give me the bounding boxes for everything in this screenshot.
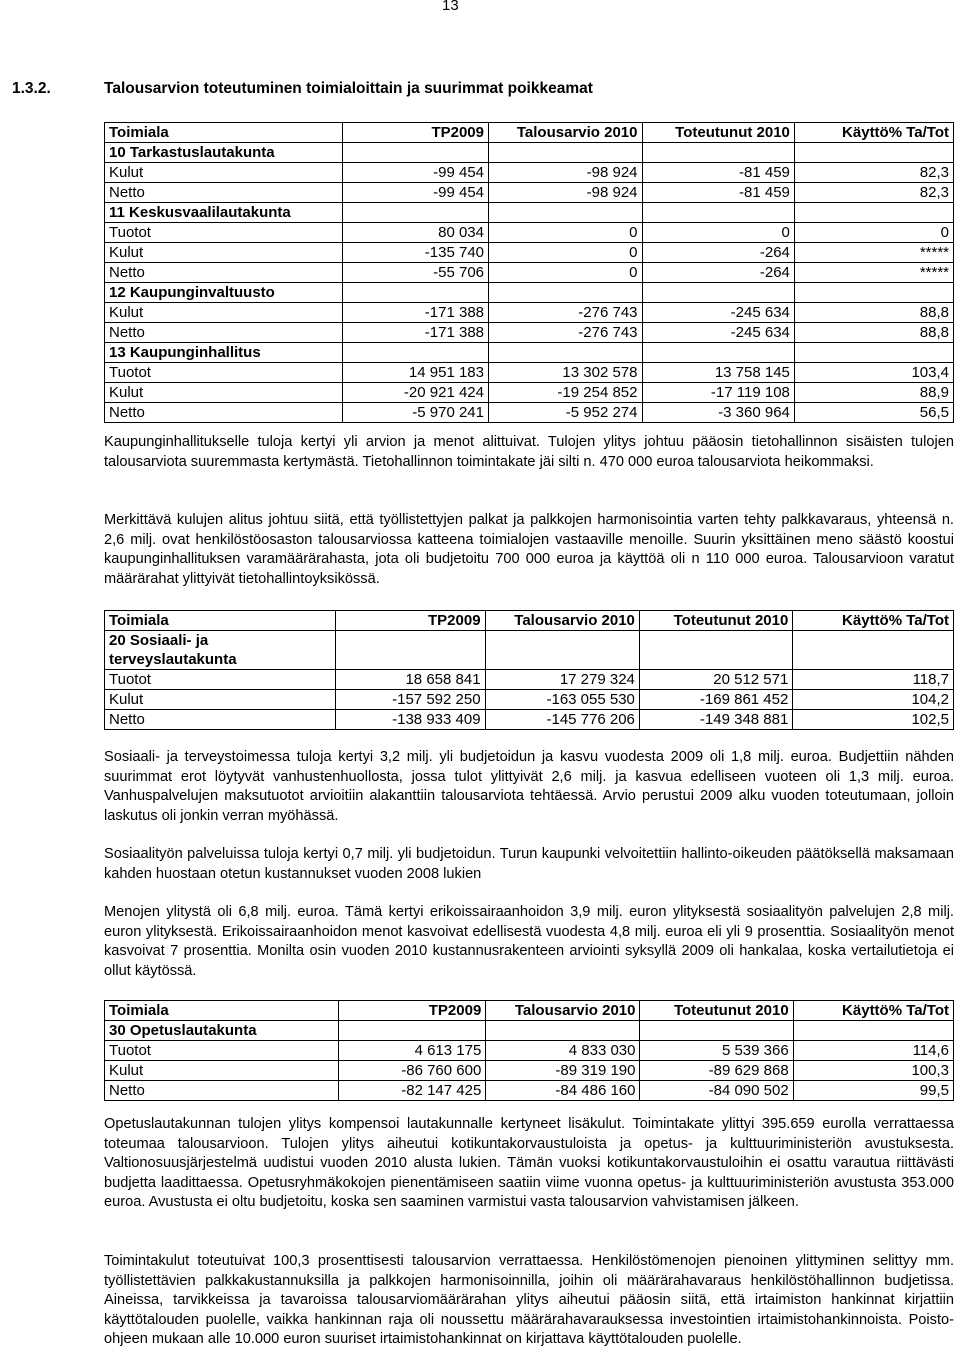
row-label: Tuotot bbox=[105, 223, 343, 243]
section-title: Talousarvion toteutuminen toimialoittain ja suurimmat poikkeamat bbox=[104, 80, 593, 97]
cell-kaytto: 88,9 bbox=[794, 383, 953, 403]
cell-talousarvio: -276 743 bbox=[489, 323, 643, 343]
cell-talousarvio bbox=[489, 343, 643, 363]
paragraph-kaupunginhallitus-2: Merkittävä kulujen alitus johtuu siitä, että työllistettyjen palkat ja palkkojen harmonisointia varten tehty palkkavaraus, yhteensä n. 2,6 milj. ovat henkilöstöosaston talousarviossa katteena toimialojen vastaaville menoille. Suurin yksittäinen meno säästö koostui kaupunginhallituksen varamäärärahasta, jota oli budjetoitu 700 000 euroa ja käyttöä oli n 110 000 euroa. Talousarvioon varatut määrärahat ylittyivät tietohallintoyksikössä. bbox=[104, 512, 954, 587]
cell-talousarvio: -19 254 852 bbox=[489, 383, 643, 403]
cell-tp2009: -82 147 425 bbox=[338, 1081, 486, 1101]
table-row bbox=[105, 263, 954, 283]
cell-kaytto: 114,6 bbox=[793, 1041, 953, 1061]
cell-toteutunut bbox=[642, 143, 794, 163]
section-title-cell: 11 Keskusvaalilautakunta bbox=[105, 203, 343, 223]
header-toteutunut: Toteutunut 2010 bbox=[642, 123, 794, 143]
cell-talousarvio: -163 055 530 bbox=[485, 690, 639, 710]
row-label: Kulut bbox=[105, 383, 343, 403]
cell-tp2009: -20 921 424 bbox=[343, 383, 489, 403]
paragraph-sosiaali-3: Menojen ylitystä oli 6,8 milj. euroa. Tämä kertyi erikoissairaanhoidon 3,9 milj. euron ylityksestä sosiaalityön palvelujen 2,8 milj. euron ylityksestä. Erikoissairaanhoidon menot kasvoivat edellisestä vuodesta 4,8 milj. euroa eli yli 9 prosenttia. Sosiaalityön menot kasvoivat 7 prosenttia. Monilta osin vuoden 2010 kustannusrakenteen arviointi syksyllä 2009 oli hankalaa, koska vertailutietoja ei ollut käytössä. bbox=[104, 904, 954, 979]
page-number: 13 bbox=[442, 0, 459, 14]
cell-toteutunut: -264 bbox=[642, 263, 794, 283]
cell-kaytto bbox=[794, 343, 953, 363]
table-row bbox=[105, 403, 954, 423]
cell-talousarvio: 0 bbox=[489, 243, 643, 263]
cell-toteutunut bbox=[640, 1021, 793, 1041]
cell-talousarvio bbox=[489, 283, 643, 303]
paragraph-sosiaali-1: Sosiaali- ja terveystoimessa tuloja kertyi 3,2 milj. yli budjetoidun ja kasvu vuodesta 2009 oli 1,8 milj. euroa. Budjettiin nähden suurimmat erot löytyvät vanhustenhuollosta, jossa tulot ylittyivät 2,6 milj. ja kasvua edelliseen vuoteen oli 1,3 milj. euroa. Vanhuspalvelujen maksutuotot arvioitiin alakanttiin talousarviota tehtäessä. Arvio perustui 2009 alku vuoden toteutumaan, jolloin laskutus oli jonkin verran myöhässä. bbox=[104, 749, 954, 824]
cell-kaytto: 88,8 bbox=[794, 323, 953, 343]
cell-talousarvio: 17 279 324 bbox=[485, 670, 639, 690]
paragraph-kaupunginhallitus-1: Kaupunginhallitukselle tuloja kertyi yli arvion ja menot alittuivat. Tulojen ylitys johtuu pääosin tietohallinnon sisäisten tulojen talousarviota suuremmasta kertymästä. Tietohallinnon toimintakate jäi silti n. 470 000 euroa talousarviota heikommaksi. bbox=[104, 434, 954, 470]
budget-table-3 bbox=[104, 1000, 954, 1101]
table-header-row bbox=[105, 611, 954, 631]
header-talousarvio: Talousarvio 2010 bbox=[486, 1001, 640, 1021]
cell-kaytto: 104,2 bbox=[793, 690, 954, 710]
header-toimiala: Toimiala bbox=[105, 611, 336, 631]
cell-toteutunut: -169 861 452 bbox=[639, 690, 792, 710]
row-label: Netto bbox=[105, 710, 336, 730]
cell-talousarvio: 4 833 030 bbox=[486, 1041, 640, 1061]
row-label: Netto bbox=[105, 403, 343, 423]
cell-tp2009: 18 658 841 bbox=[336, 670, 485, 690]
cell-kaytto: 99,5 bbox=[793, 1081, 953, 1101]
cell-toteutunut bbox=[642, 343, 794, 363]
section-number: 1.3.2. bbox=[12, 80, 51, 97]
cell-toteutunut: -84 090 502 bbox=[640, 1081, 793, 1101]
row-label: Kulut bbox=[105, 303, 343, 323]
cell-toteutunut: -245 634 bbox=[642, 303, 794, 323]
row-label: Netto bbox=[105, 263, 343, 283]
row-label: Kulut bbox=[105, 690, 336, 710]
header-tp2009: TP2009 bbox=[338, 1001, 486, 1021]
section-title-cell: 12 Kaupunginvaltuusto bbox=[105, 283, 343, 303]
cell-toteutunut: 13 758 145 bbox=[642, 363, 794, 383]
cell-kaytto: 88,8 bbox=[794, 303, 953, 323]
cell-tp2009 bbox=[338, 1021, 486, 1041]
cell-tp2009: 80 034 bbox=[343, 223, 489, 243]
paragraph-opetus-2: Toimintakulut toteutuivat 100,3 prosenttisesti talousarvion verrattaessa. Henkilöstömenojen pienoinen ylittyminen selittyy mm. työllistettävien palkkakustannuksilla ja palkkojen harmonisoinnilla, joihin oli määrärahavaraus henkilöstöhallinnon budjetissa. Aineissa, tarvikkeissa ja tavaroissa talousarviomäärärahan ylitys aiheutui pääosin siitä, että irtaimiston hankinnat kirjattiin käyttötalouden puolelle, vaikka hankinnan raja oli noussettu määrärahavarauksessa investointien irtaimistohankinnoista. Poisto-ohjeen mukaan alle 10.000 euron suuriset irtaimistohankinnat on kirjattava käyttötalouden puolelle. bbox=[104, 1253, 954, 1348]
cell-toteutunut bbox=[642, 283, 794, 303]
row-label: Netto bbox=[105, 183, 343, 203]
cell-toteutunut: -3 360 964 bbox=[642, 403, 794, 423]
cell-toteutunut: -17 119 108 bbox=[642, 383, 794, 403]
cell-kaytto bbox=[793, 631, 954, 670]
cell-kaytto: 102,5 bbox=[793, 710, 954, 730]
section-row bbox=[105, 1021, 954, 1041]
cell-kaytto: 100,3 bbox=[793, 1061, 953, 1081]
table-row bbox=[105, 670, 954, 690]
cell-tp2009 bbox=[343, 343, 489, 363]
table-header-row bbox=[105, 1001, 954, 1021]
section-title-cell: 10 Tarkastuslautakunta bbox=[105, 143, 343, 163]
paragraph-opetus-1: Opetuslautakunnan tulojen ylitys kompensoi lautakunnalle kertyneet lisäkulut. Toimintakate ylittyi 395.659 eurolla verrattaessa toteumaa talousarvioon. Tulojen ylitys aiheutui kotikuntakorvaustuloista ja opetus- ja kulttuuriministeriön avustuksesta. Valtionosuusjärjestelmä uudistui vuoden 2010 alusta lukien. Tämän vuoksi kotikuntakorvaustuloihin ei osattu varautua riittävästi budjetta laadittaessa. Opetusryhmäkokojen pienentämiseen saatiin viime vuonna opetus- ja kulttuuriministeriön avustusta 353.000 euroa. Avustusta ei oltu budjetoitu, koska sen saaminen varmistui vasta talousarvion vahvistamisen jälkeen. bbox=[104, 1116, 954, 1211]
table-row bbox=[105, 183, 954, 203]
cell-toteutunut: -89 629 868 bbox=[640, 1061, 793, 1081]
cell-tp2009: -99 454 bbox=[343, 183, 489, 203]
cell-kaytto bbox=[794, 203, 953, 223]
section-title-cell: 30 Opetuslautakunta bbox=[105, 1021, 339, 1041]
table-row bbox=[105, 383, 954, 403]
cell-toteutunut: -81 459 bbox=[642, 183, 794, 203]
cell-kaytto: 56,5 bbox=[794, 403, 953, 423]
cell-toteutunut: -264 bbox=[642, 243, 794, 263]
cell-kaytto: 82,3 bbox=[794, 163, 953, 183]
cell-tp2009: -171 388 bbox=[343, 323, 489, 343]
cell-tp2009: -135 740 bbox=[343, 243, 489, 263]
header-talousarvio: Talousarvio 2010 bbox=[489, 123, 643, 143]
table-header-row bbox=[105, 123, 954, 143]
budget-table-2 bbox=[104, 610, 954, 730]
cell-kaytto: 118,7 bbox=[793, 670, 954, 690]
cell-tp2009: -157 592 250 bbox=[336, 690, 485, 710]
header-kaytto: Käyttö% Ta/Tot bbox=[793, 611, 954, 631]
section-row bbox=[105, 631, 954, 670]
header-toteutunut: Toteutunut 2010 bbox=[639, 611, 792, 631]
section-title-cell: 13 Kaupunginhallitus bbox=[105, 343, 343, 363]
table-row bbox=[105, 690, 954, 710]
cell-kaytto: ***** bbox=[794, 263, 953, 283]
row-label: Kulut bbox=[105, 163, 343, 183]
cell-tp2009: -5 970 241 bbox=[343, 403, 489, 423]
table-row bbox=[105, 1041, 954, 1061]
cell-kaytto bbox=[793, 1021, 953, 1041]
row-label: Netto bbox=[105, 323, 343, 343]
header-kaytto: Käyttö% Ta/Tot bbox=[794, 123, 953, 143]
cell-tp2009: -86 760 600 bbox=[338, 1061, 486, 1081]
row-label: Tuotot bbox=[105, 670, 336, 690]
row-label: Tuotot bbox=[105, 363, 343, 383]
cell-tp2009 bbox=[343, 283, 489, 303]
header-toimiala: Toimiala bbox=[105, 123, 343, 143]
cell-talousarvio bbox=[485, 631, 639, 670]
section-title-cell: 20 Sosiaali- ja terveyslautakunta bbox=[105, 631, 336, 670]
header-toimiala: Toimiala bbox=[105, 1001, 339, 1021]
cell-toteutunut: -81 459 bbox=[642, 163, 794, 183]
cell-toteutunut: 5 539 366 bbox=[640, 1041, 793, 1061]
table-row bbox=[105, 323, 954, 343]
header-talousarvio: Talousarvio 2010 bbox=[485, 611, 639, 631]
header-kaytto: Käyttö% Ta/Tot bbox=[793, 1001, 953, 1021]
section-row bbox=[105, 203, 954, 223]
cell-toteutunut: 20 512 571 bbox=[639, 670, 792, 690]
cell-tp2009: 14 951 183 bbox=[343, 363, 489, 383]
table-row bbox=[105, 363, 954, 383]
cell-tp2009: -171 388 bbox=[343, 303, 489, 323]
cell-tp2009: -55 706 bbox=[343, 263, 489, 283]
paragraph-sosiaali-2: Sosiaalityön palveluissa tuloja kertyi 0,7 milj. yli budjetoidun. Turun kaupunki velvoitettiin hallinto-oikeuden päätöksellä maksamaan kahden huostaan otetun kustannukset vuoden 2008 lukien bbox=[104, 846, 954, 882]
cell-talousarvio bbox=[486, 1021, 640, 1041]
cell-tp2009: -99 454 bbox=[343, 163, 489, 183]
header-toteutunut: Toteutunut 2010 bbox=[640, 1001, 793, 1021]
header-tp2009: TP2009 bbox=[336, 611, 485, 631]
table-row bbox=[105, 1061, 954, 1081]
table-row bbox=[105, 243, 954, 263]
section-row bbox=[105, 283, 954, 303]
cell-toteutunut: -245 634 bbox=[642, 323, 794, 343]
cell-toteutunut: -149 348 881 bbox=[639, 710, 792, 730]
cell-talousarvio: -98 924 bbox=[489, 163, 643, 183]
table-row bbox=[105, 303, 954, 323]
cell-kaytto bbox=[794, 283, 953, 303]
row-label: Kulut bbox=[105, 1061, 339, 1081]
row-label: Tuotot bbox=[105, 1041, 339, 1061]
table-row bbox=[105, 223, 954, 243]
cell-talousarvio bbox=[489, 143, 643, 163]
cell-talousarvio: 0 bbox=[489, 263, 643, 283]
cell-talousarvio: 0 bbox=[489, 223, 643, 243]
cell-kaytto: 103,4 bbox=[794, 363, 953, 383]
cell-talousarvio: 13 302 578 bbox=[489, 363, 643, 383]
cell-kaytto bbox=[794, 143, 953, 163]
cell-talousarvio bbox=[489, 203, 643, 223]
cell-toteutunut bbox=[639, 631, 792, 670]
cell-kaytto: 0 bbox=[794, 223, 953, 243]
cell-tp2009 bbox=[343, 143, 489, 163]
budget-table-1 bbox=[104, 122, 954, 423]
cell-talousarvio: -276 743 bbox=[489, 303, 643, 323]
section-row bbox=[105, 143, 954, 163]
cell-kaytto: ***** bbox=[794, 243, 953, 263]
cell-toteutunut bbox=[642, 203, 794, 223]
cell-talousarvio: -84 486 160 bbox=[486, 1081, 640, 1101]
cell-talousarvio: -145 776 206 bbox=[485, 710, 639, 730]
cell-tp2009 bbox=[336, 631, 485, 670]
cell-toteutunut: 0 bbox=[642, 223, 794, 243]
cell-tp2009: -138 933 409 bbox=[336, 710, 485, 730]
cell-kaytto: 82,3 bbox=[794, 183, 953, 203]
header-tp2009: TP2009 bbox=[343, 123, 489, 143]
cell-tp2009 bbox=[343, 203, 489, 223]
section-row bbox=[105, 343, 954, 363]
table-row bbox=[105, 710, 954, 730]
row-label: Kulut bbox=[105, 243, 343, 263]
cell-talousarvio: -5 952 274 bbox=[489, 403, 643, 423]
cell-tp2009: 4 613 175 bbox=[338, 1041, 486, 1061]
table-row bbox=[105, 1081, 954, 1101]
table-row bbox=[105, 163, 954, 183]
cell-talousarvio: -98 924 bbox=[489, 183, 643, 203]
cell-talousarvio: -89 319 190 bbox=[486, 1061, 640, 1081]
row-label: Netto bbox=[105, 1081, 339, 1101]
